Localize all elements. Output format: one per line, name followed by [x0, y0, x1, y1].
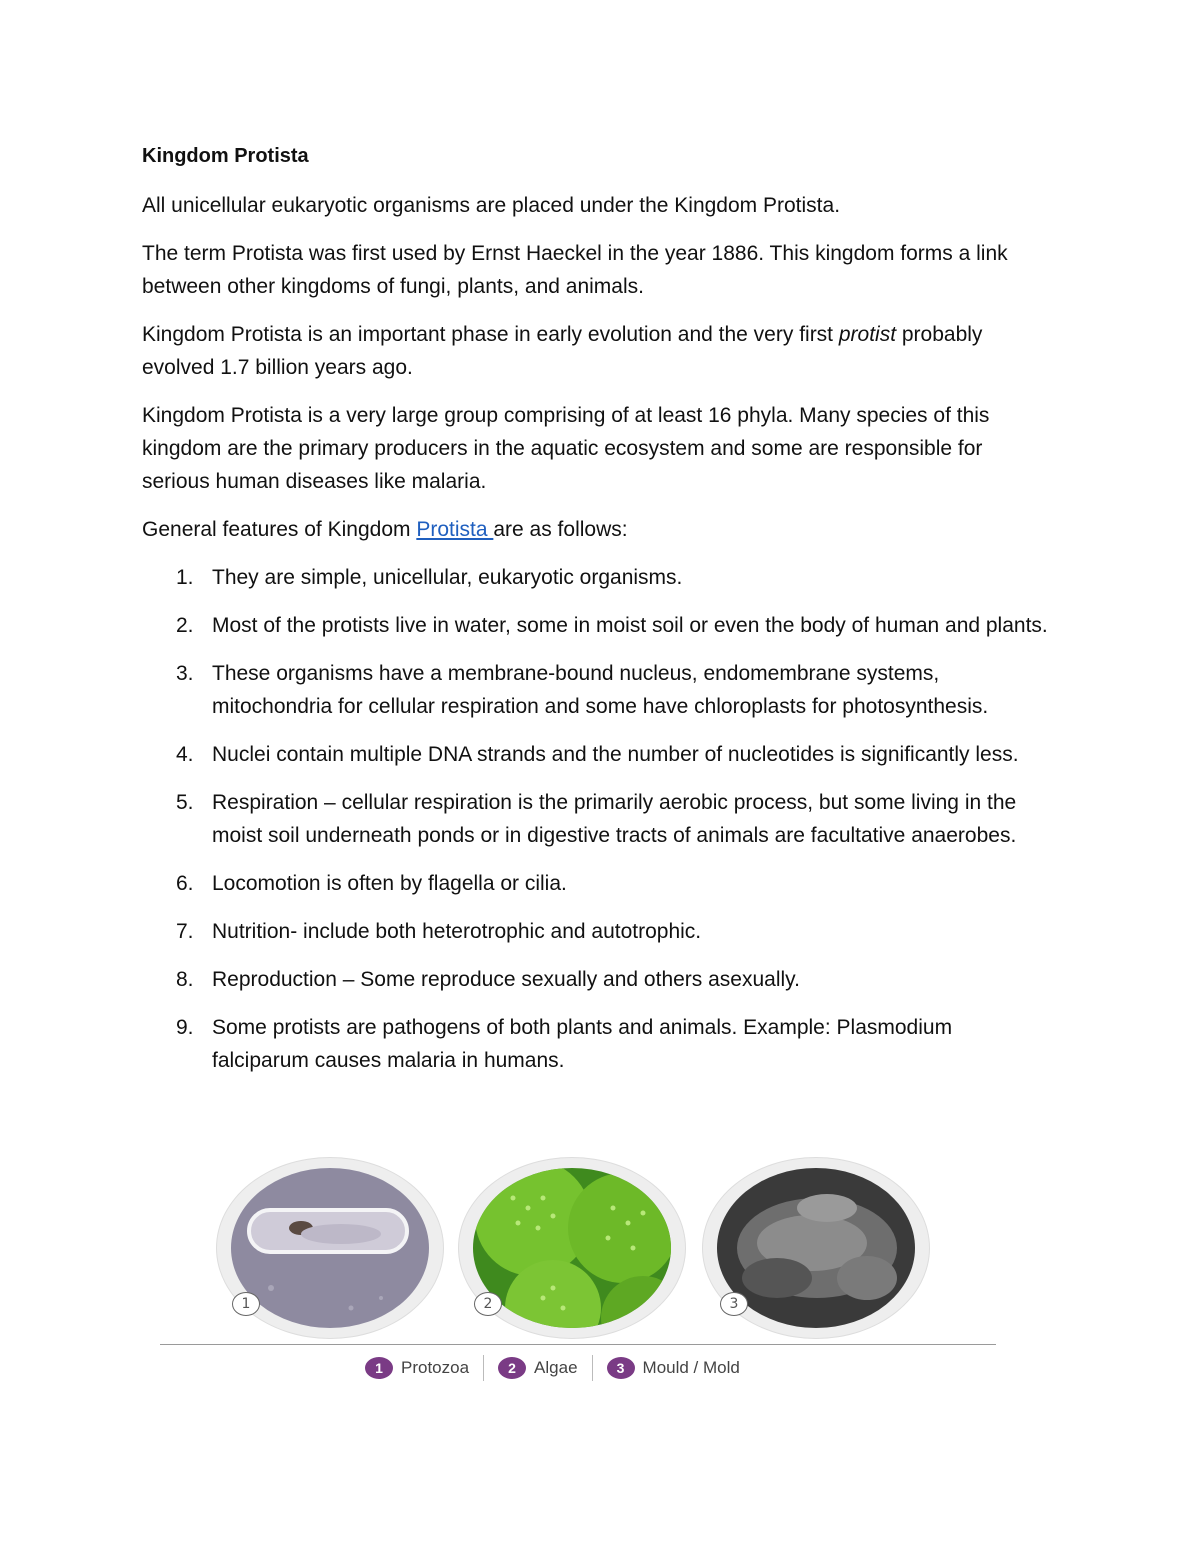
- list-text: These organisms have a membrane-bound nucleus, endomembrane systems, mitochondria for cellular respiration and some have chloroplasts for photosynthesis.: [212, 662, 989, 718]
- figure-badge-1: 1: [232, 1292, 260, 1316]
- protozoa-image: [231, 1168, 429, 1328]
- paragraph-haeckel: The term Protista was first used by Ernst Haeckel in the year 1886. This kingdom forms a link between other kingdoms of fungi, plants, and animals.: [142, 242, 1008, 298]
- algae-illustration: [473, 1168, 671, 1328]
- protist-italic: protist: [838, 323, 897, 346]
- list-text: They are simple, unicellular, eukaryotic organisms.: [212, 566, 683, 589]
- list-item: [142, 561, 1052, 594]
- list-item: [142, 786, 1052, 852]
- algae-image: [473, 1168, 671, 1328]
- figure-badge-2: 2: [474, 1292, 502, 1316]
- features-list: [142, 561, 1052, 1077]
- page-title: Kingdom Protista: [142, 145, 309, 167]
- list-item: [142, 1011, 1052, 1077]
- legend-item-protozoa: [365, 1357, 469, 1379]
- list-text: Nutrition- include both heterotrophic and autotrophic.: [212, 920, 702, 943]
- paragraph-evolution: [142, 318, 1052, 384]
- legend-badge: 3: [607, 1357, 635, 1379]
- list-number: 7.: [176, 920, 194, 943]
- legend-item-mould: [607, 1357, 740, 1379]
- list-item: [142, 738, 1052, 771]
- legend-label: Algae: [534, 1358, 578, 1377]
- protista-link[interactable]: Protista: [416, 518, 494, 541]
- paragraph-phyla: Kingdom Protista is a very large group comprising of at least 16 phyla. Many species of this kingdom are the primary producers in the aquatic ecosystem and some are responsible for serious human diseases like malaria.: [142, 404, 990, 493]
- list-number: 2.: [176, 614, 194, 637]
- legend-separator: [483, 1355, 484, 1381]
- list-text: Most of the protists live in water, some in moist soil or even the body of human and plants.: [212, 614, 1048, 637]
- list-item: [142, 867, 1052, 900]
- paragraph-evolution-text-start: Kingdom Protista is an important phase in early evolution and the very first: [142, 323, 839, 346]
- list-item: [142, 609, 1052, 642]
- legend-item-algae: [498, 1357, 577, 1379]
- protozoa-illustration: [231, 1168, 429, 1328]
- legend-badge: 1: [365, 1357, 393, 1379]
- list-item: [142, 915, 1052, 948]
- list-item: [142, 657, 1052, 723]
- legend-label: Protozoa: [401, 1358, 470, 1377]
- figure-badge-3: 3: [720, 1292, 748, 1316]
- list-number: 8.: [176, 968, 194, 991]
- document-body: [142, 140, 1052, 1092]
- figure-legend: [365, 1355, 740, 1381]
- list-number: 5.: [176, 791, 194, 814]
- list-number: 1.: [176, 566, 194, 589]
- legend-label: Mould / Mold: [642, 1358, 740, 1377]
- features-intro-start: General features of Kingdom: [142, 518, 417, 541]
- features-intro-end: are as follows:: [493, 518, 628, 541]
- legend-badge: 2: [498, 1357, 526, 1379]
- protista-figure: [160, 1150, 1000, 1390]
- list-number: 4.: [176, 743, 194, 766]
- list-number: 6.: [176, 872, 194, 895]
- list-number: 3.: [176, 662, 194, 685]
- paragraph-intro: All unicellular eukaryotic organisms are placed under the Kingdom Protista.: [142, 194, 841, 217]
- list-number: 9.: [176, 1016, 194, 1039]
- figure-divider: [160, 1344, 996, 1345]
- list-text: Reproduction – Some reproduce sexually and others asexually.: [212, 968, 800, 991]
- list-text: Some protists are pathogens of both plants and animals. Example: Plasmodium falciparum causes malaria in humans.: [212, 1016, 953, 1072]
- list-item: [142, 963, 1052, 996]
- list-text: Respiration – cellular respiration is the primarily aerobic process, but some living in the moist soil underneath ponds or in digestive tracts of animals are facultative anaerobes.: [212, 791, 1017, 847]
- legend-separator: [592, 1355, 593, 1381]
- list-text: Locomotion is often by flagella or cilia.: [212, 872, 567, 895]
- list-text: Nuclei contain multiple DNA strands and the number of nucleotides is significantly less.: [212, 743, 1019, 766]
- paragraph-evolution-text-end: probably evolved 1.7 billion years ago.: [142, 323, 983, 379]
- features-intro: [142, 513, 1052, 546]
